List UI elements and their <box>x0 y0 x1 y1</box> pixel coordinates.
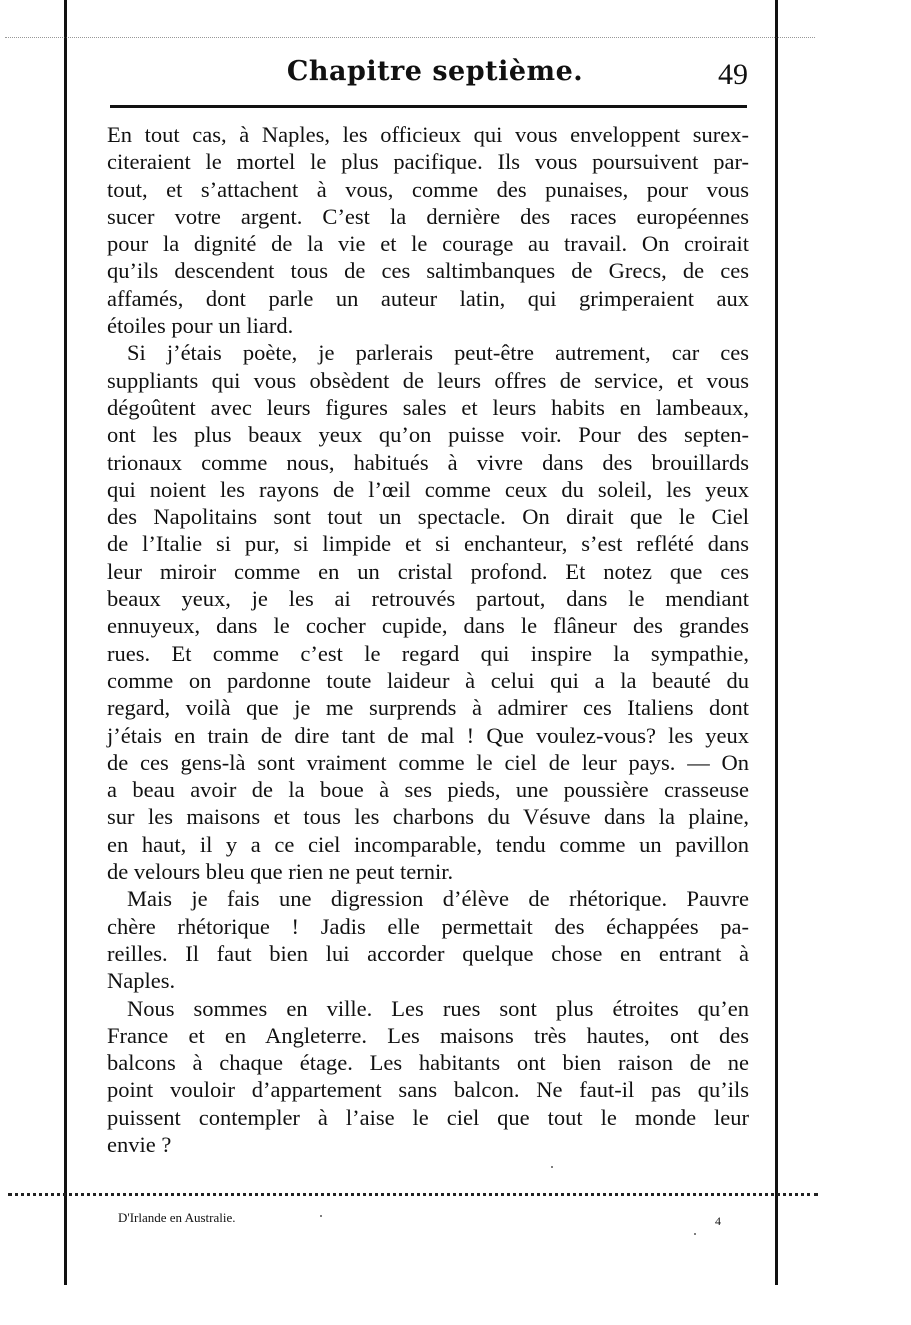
text-line: Nous sommes en ville. Les rues sont plus étroites qu’en <box>127 995 749 1021</box>
text-line: de velours bleu que rien ne peut ternir. <box>107 859 454 885</box>
text-line: des Napolitains sont tout un spectacle. On dirait que le Ciel <box>107 504 749 530</box>
footer-signature-mark: 4 <box>715 1214 721 1228</box>
body-text <box>107 121 749 1158</box>
text-line: comme on pardonne toute laideur à celui qui a la beauté du <box>107 667 749 693</box>
text-line: en haut, il y a ce ciel incomparable, tendu comme un pavillon <box>107 831 749 857</box>
text-line: Naples. <box>107 968 176 994</box>
scan-speck <box>551 1166 553 1168</box>
right-frame-line <box>775 0 778 1285</box>
scan-speck <box>320 1215 322 1217</box>
text-line: Mais je fais une digression d’élève de rhétorique. Pauvre <box>127 886 749 912</box>
text-line: reilles. Il faut bien lui accorder quelque chose en entrant à <box>107 940 749 966</box>
text-line: ont les plus beaux yeux qu’on puisse voir. Pour des septen- <box>107 422 749 448</box>
text-line: sur les maisons et tous les charbons du Vésuve dans la plaine, <box>107 804 749 830</box>
text-line: pour la dignité de la vie et le courage au travail. On croirait <box>107 231 749 257</box>
page-number: 49 <box>718 58 748 91</box>
text-line: qui noient les rayons de l’œil comme ceux du soleil, les yeux <box>107 476 749 502</box>
text-line: ennuyeux, dans le cocher cupide, dans le flâneur des grandes <box>107 613 749 639</box>
text-line: puissent contempler à l’aise le ciel que tout le monde leur <box>107 1104 749 1130</box>
text-line: a beau avoir de la boue à ses pieds, une poussière crasseuse <box>107 777 749 803</box>
text-line: beaux yeux, je les ai retrouvés partout, dans le mendiant <box>107 586 749 612</box>
text-line: balcons à chaque étage. Les habitants ont bien raison de ne <box>107 1050 749 1076</box>
top-scan-edge <box>5 37 815 38</box>
text-line: chère rhétorique ! Jadis elle permettait des échappées pa- <box>107 913 749 939</box>
chapter-title: Chapitre septième. <box>286 56 584 87</box>
text-line: de l’Italie si pur, si limpide et si enchanteur, s’est reflété dans <box>107 531 749 557</box>
text-line: dégoûtent avec leurs figures sales et leurs habits en lambeaux, <box>107 394 749 420</box>
text-line: j’étais en train de dire tant de mal ! Que voulez-vous? les yeux <box>107 722 749 748</box>
text-line: leur miroir comme en un cristal profond. Et notez que ces <box>107 558 749 584</box>
text-line: rues. Et comme c’est le regard qui inspire la sympathie, <box>107 640 749 666</box>
text-line: de ces gens-là sont vraiment comme le ciel de leur pays. — On <box>107 749 749 775</box>
text-line: sucer votre argent. C’est la dernière des races européennes <box>107 203 749 229</box>
text-line: trionaux comme nous, habitués à vivre dans des brouillards <box>107 449 749 475</box>
text-line: France et en Angleterre. Les maisons très hautes, ont des <box>107 1022 749 1048</box>
text-line: envie ? <box>107 1131 172 1157</box>
text-line: En tout cas, à Naples, les officieux qui vous enveloppent surex- <box>107 122 749 147</box>
header-rule <box>110 105 747 108</box>
text-line: point vouloir d’appartement sans balcon. Ne faut-il pas qu’ils <box>107 1077 749 1103</box>
left-frame-line <box>64 0 67 1285</box>
scan-speck <box>694 1233 696 1235</box>
bottom-scan-edge <box>8 1193 818 1196</box>
text-line: citeraient le mortel le plus pacifique. Ils vous poursuivent par- <box>107 149 749 175</box>
text-line: qu’ils descendent tous de ces saltimbanques de Grecs, de ces <box>107 258 749 284</box>
text-line: regard, voilà que je me surprends à admirer ces Italiens dont <box>107 695 749 721</box>
text-line: affamés, dont parle un auteur latin, qui grimperaient aux <box>107 285 749 311</box>
running-head <box>110 56 760 100</box>
text-line: étoiles pour un liard. <box>107 313 294 339</box>
footer-signature-title: D'Irlande en Australie. <box>118 1210 236 1225</box>
text-line: suppliants qui vous obsèdent de leurs offres de service, et vous <box>107 367 749 393</box>
text-line: tout, et s’attachent à vous, comme des punaises, pour vous <box>107 176 749 202</box>
text-line: Si j’étais poète, je parlerais peut-être autrement, car ces <box>127 340 749 366</box>
